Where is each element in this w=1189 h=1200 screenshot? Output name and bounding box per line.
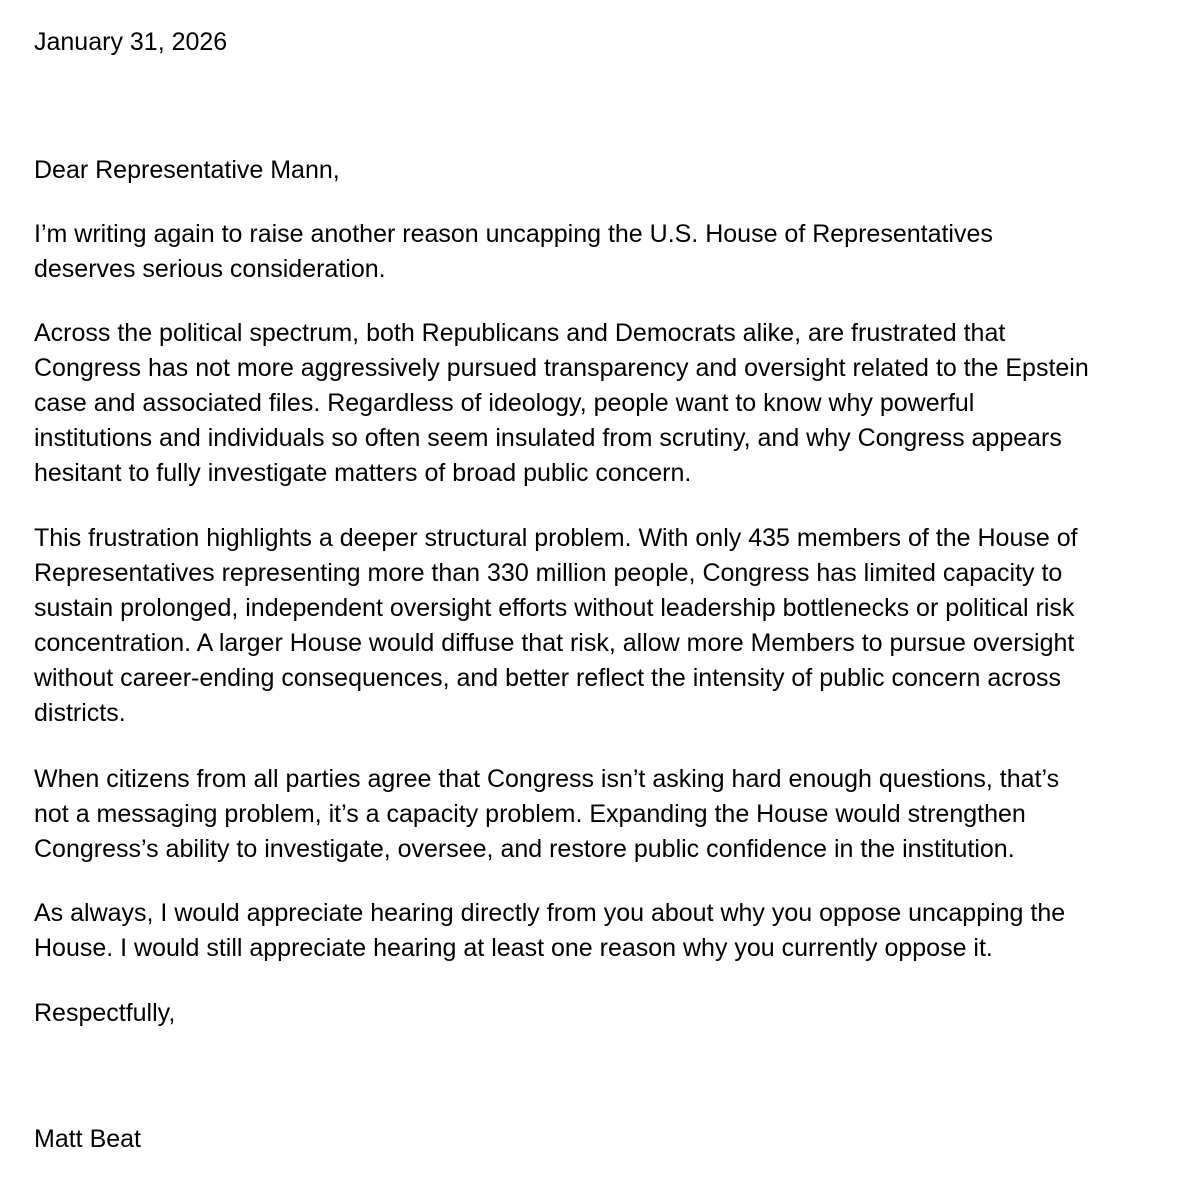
paragraph-line: This frustration highlights a deeper structural problem. With only 435 members of the House of (34, 524, 1078, 552)
paragraph-line: House. I would still appreciate hearing at least one reason why you currently oppose it. (34, 934, 993, 962)
paragraph-line: not a messaging problem, it’s a capacity problem. Expanding the House would strengthen (34, 800, 1026, 828)
paragraph-line: Congress’s ability to investigate, oversee, and restore public confidence in the institution. (34, 835, 1015, 863)
paragraph-line: I’m writing again to raise another reason uncapping the U.S. House of Representatives (34, 220, 993, 248)
salutation: Dear Representative Mann, (34, 156, 340, 184)
signature-name: Matt Beat (34, 1125, 141, 1153)
paragraph-line: concentration. A larger House would diffuse that risk, allow more Members to pursue oversight (34, 629, 1075, 657)
paragraph-line: deserves serious consideration. (34, 255, 386, 283)
paragraph-line: When citizens from all parties agree that Congress isn’t asking hard enough questions, that’s (34, 765, 1060, 793)
paragraph-line: districts. (34, 699, 126, 727)
paragraph-line: institutions and individuals so often seem insulated from scrutiny, and why Congress appears (34, 424, 1062, 452)
closing: Respectfully, (34, 999, 176, 1027)
paragraph-line: case and associated files. Regardless of ideology, people want to know why powerful (34, 389, 975, 417)
paragraph-line: Across the political spectrum, both Republicans and Democrats alike, are frustrated that (34, 319, 1006, 347)
letter-date: January 31, 2026 (34, 28, 228, 56)
paragraph-line: without career-ending consequences, and better reflect the intensity of public concern across (34, 664, 1061, 692)
paragraph-line: sustain prolonged, independent oversight efforts without leadership bottlenecks or political risk (34, 594, 1075, 622)
paragraph-line: Congress has not more aggressively pursued transparency and oversight related to the Epstein (34, 354, 1089, 382)
paragraph-line: Representatives representing more than 330 million people, Congress has limited capacity to (34, 559, 1063, 587)
paragraph-line: hesitant to fully investigate matters of broad public concern. (34, 459, 692, 487)
paragraph-line: As always, I would appreciate hearing directly from you about why you oppose uncapping the (34, 899, 1066, 927)
